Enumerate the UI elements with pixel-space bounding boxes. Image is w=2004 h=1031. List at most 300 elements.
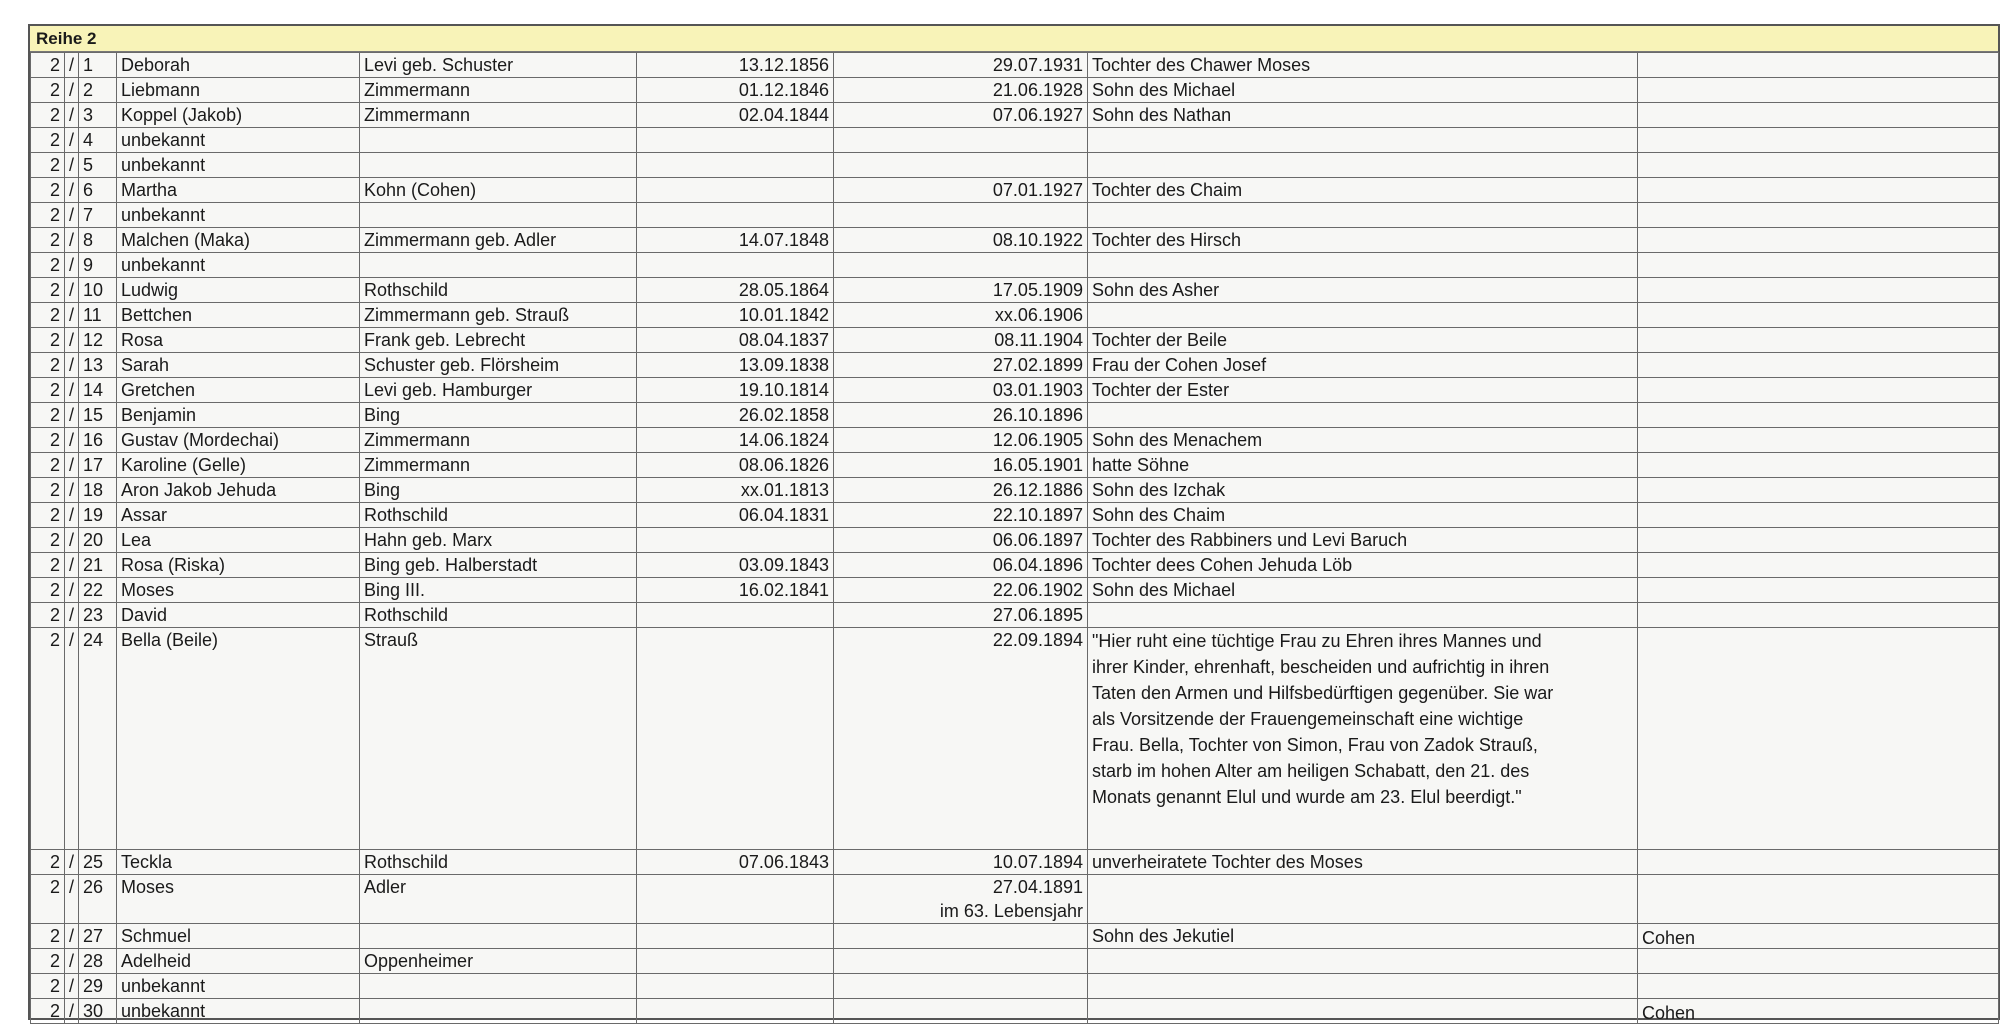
grave-number-cell[interactable]: 6 <box>79 178 117 203</box>
grave-number-cell[interactable]: 2 <box>79 78 117 103</box>
birth-date-cell[interactable]: 10.01.1842 <box>637 303 834 328</box>
row-number-cell[interactable]: 2 <box>31 153 65 178</box>
first-name-cell[interactable]: unbekannt <box>117 153 360 178</box>
last-name-cell[interactable]: Zimmermann <box>360 78 637 103</box>
separator-cell[interactable]: / <box>65 428 79 453</box>
row-number-cell[interactable]: 2 <box>31 128 65 153</box>
grave-number-cell[interactable]: 9 <box>79 253 117 278</box>
row-number-cell[interactable]: 2 <box>31 553 65 578</box>
extra-cell[interactable] <box>1638 253 1999 278</box>
note-cell[interactable] <box>1088 203 1638 228</box>
extra-cell[interactable] <box>1638 228 1999 253</box>
extra-cell[interactable]: Cohen <box>1638 924 1999 949</box>
last-name-cell[interactable]: Rothschild <box>360 503 637 528</box>
extra-cell[interactable] <box>1638 78 1999 103</box>
birth-date-cell[interactable]: 28.05.1864 <box>637 278 834 303</box>
birth-date-cell[interactable]: 14.06.1824 <box>637 428 834 453</box>
death-date-cell[interactable] <box>834 974 1088 999</box>
first-name-cell[interactable]: Lea <box>117 528 360 553</box>
death-date-cell[interactable]: 26.12.1886 <box>834 478 1088 503</box>
row-number-cell[interactable]: 2 <box>31 850 65 875</box>
birth-date-cell[interactable] <box>637 153 834 178</box>
birth-date-cell[interactable]: 08.06.1826 <box>637 453 834 478</box>
grave-number-cell[interactable]: 21 <box>79 553 117 578</box>
note-cell[interactable]: Sohn des Chaim <box>1088 503 1638 528</box>
grave-number-cell[interactable]: 8 <box>79 228 117 253</box>
extra-cell[interactable] <box>1638 53 1999 78</box>
last-name-cell[interactable]: Zimmermann <box>360 428 637 453</box>
death-date-text: 27.04.1891 <box>992 877 1083 897</box>
death-date-cell[interactable] <box>834 999 1088 1024</box>
birth-date-cell[interactable] <box>637 628 834 850</box>
death-date-cell[interactable]: 07.06.1927 <box>834 103 1088 128</box>
note-cell[interactable] <box>1088 253 1638 278</box>
last-name-cell[interactable]: Rothschild <box>360 278 637 303</box>
table-row <box>31 328 1999 353</box>
birth-date-cell[interactable] <box>637 253 834 278</box>
birth-date-cell[interactable] <box>637 924 834 949</box>
grave-number-cell[interactable]: 27 <box>79 924 117 949</box>
grave-number-cell[interactable]: 4 <box>79 128 117 153</box>
separator-cell[interactable]: / <box>65 528 79 553</box>
table-row <box>31 203 1999 228</box>
first-name-cell[interactable]: Sarah <box>117 353 360 378</box>
first-name-cell[interactable]: Schmuel <box>117 924 360 949</box>
extra-cell[interactable] <box>1638 203 1999 228</box>
table-row <box>31 403 1999 428</box>
row-number-cell[interactable]: 2 <box>31 428 65 453</box>
note-cell[interactable] <box>1088 303 1638 328</box>
table-row <box>31 303 1999 328</box>
note-cell[interactable]: Sohn des Asher <box>1088 278 1638 303</box>
table-row <box>31 603 1999 628</box>
first-name-cell[interactable]: unbekannt <box>117 128 360 153</box>
separator-cell[interactable]: / <box>65 850 79 875</box>
birth-date-cell[interactable] <box>637 128 834 153</box>
death-date-cell[interactable]: 06.04.1896 <box>834 553 1088 578</box>
birth-date-cell[interactable]: 08.04.1837 <box>637 328 834 353</box>
birth-date-cell[interactable]: 19.10.1814 <box>637 378 834 403</box>
first-name-cell[interactable]: Teckla <box>117 850 360 875</box>
separator-cell[interactable]: / <box>65 453 79 478</box>
separator-cell[interactable]: / <box>65 278 79 303</box>
grave-number-cell[interactable]: 28 <box>79 949 117 974</box>
row-number-cell[interactable]: 2 <box>31 378 65 403</box>
extra-cell[interactable] <box>1638 453 1999 478</box>
last-name-cell[interactable] <box>360 974 637 999</box>
extra-cell[interactable] <box>1638 503 1999 528</box>
note-cell[interactable]: Sohn des Izchak <box>1088 478 1638 503</box>
birth-date-cell[interactable]: 06.04.1831 <box>637 503 834 528</box>
separator-cell[interactable]: / <box>65 974 79 999</box>
grave-number-cell[interactable]: 29 <box>79 974 117 999</box>
table-row <box>31 924 1999 949</box>
row-number-cell[interactable]: 2 <box>31 228 65 253</box>
death-date-cell[interactable] <box>834 153 1088 178</box>
row-number-cell[interactable]: 2 <box>31 253 65 278</box>
row-number-cell[interactable]: 2 <box>31 403 65 428</box>
birth-date-cell[interactable] <box>637 875 834 924</box>
first-name-cell[interactable]: Moses <box>117 875 360 924</box>
first-name-cell[interactable]: Martha <box>117 178 360 203</box>
row-number-cell[interactable]: 2 <box>31 103 65 128</box>
separator-cell[interactable]: / <box>65 328 79 353</box>
note-cell[interactable]: hatte Söhne <box>1088 453 1638 478</box>
birth-date-cell[interactable]: 13.09.1838 <box>637 353 834 378</box>
last-name-cell[interactable]: Hahn geb. Marx <box>360 528 637 553</box>
table-row <box>31 178 1999 203</box>
row-number-cell[interactable]: 2 <box>31 628 65 850</box>
separator-cell[interactable]: / <box>65 53 79 78</box>
first-name-cell[interactable]: unbekannt <box>117 253 360 278</box>
death-date-cell[interactable] <box>834 924 1088 949</box>
table-row <box>31 553 1999 578</box>
table-row <box>31 153 1999 178</box>
death-date-cell[interactable]: 22.09.1894 <box>834 628 1088 850</box>
extra-cell[interactable] <box>1638 428 1999 453</box>
death-date-cell[interactable]: xx.06.1906 <box>834 303 1088 328</box>
death-date-cell[interactable] <box>834 203 1088 228</box>
first-name-cell[interactable]: unbekannt <box>117 203 360 228</box>
separator-cell[interactable]: / <box>65 153 79 178</box>
row-number-cell[interactable]: 2 <box>31 203 65 228</box>
separator-cell[interactable]: / <box>65 78 79 103</box>
row-number-cell[interactable]: 2 <box>31 353 65 378</box>
table-row <box>31 278 1999 303</box>
death-date-cell[interactable]: 10.07.1894 <box>834 850 1088 875</box>
note-cell[interactable]: Tochter des Chaim <box>1088 178 1638 203</box>
row-number-cell[interactable]: 2 <box>31 78 65 103</box>
extra-cell[interactable] <box>1638 478 1999 503</box>
note-cell[interactable]: Tochter des Hirsch <box>1088 228 1638 253</box>
note-cell[interactable] <box>1088 875 1638 924</box>
death-date-cell[interactable]: 29.07.1931 <box>834 53 1088 78</box>
table-row <box>31 974 1999 999</box>
last-name-cell[interactable]: Levi geb. Hamburger <box>360 378 637 403</box>
age-at-death-text: im 63. Lebensjahr <box>939 901 1083 921</box>
birth-date-cell[interactable]: 02.04.1844 <box>637 103 834 128</box>
separator-cell[interactable]: / <box>65 949 79 974</box>
grave-number-cell[interactable]: 26 <box>79 875 117 924</box>
separator-cell[interactable]: / <box>65 603 79 628</box>
death-date-cell[interactable]: 27.06.1895 <box>834 603 1088 628</box>
birth-date-cell[interactable] <box>637 974 834 999</box>
note-cell[interactable]: Tochter dees Cohen Jehuda Löb <box>1088 553 1638 578</box>
first-name-cell[interactable]: Rosa <box>117 328 360 353</box>
first-name-cell[interactable]: Bettchen <box>117 303 360 328</box>
last-name-cell[interactable]: Frank geb. Lebrecht <box>360 328 637 353</box>
grave-number-cell[interactable]: 11 <box>79 303 117 328</box>
table-row <box>31 528 1999 553</box>
last-name-cell[interactable]: Strauß <box>360 628 637 850</box>
row-number-cell[interactable]: 2 <box>31 453 65 478</box>
death-date-cell[interactable]: 22.06.1902 <box>834 578 1088 603</box>
table-row <box>31 103 1999 128</box>
extra-cell[interactable] <box>1638 578 1999 603</box>
extra-cell[interactable] <box>1638 628 1999 850</box>
first-name-cell[interactable]: unbekannt <box>117 974 360 999</box>
grave-number-cell[interactable]: 18 <box>79 478 117 503</box>
separator-cell[interactable]: / <box>65 203 79 228</box>
birth-date-cell[interactable]: xx.01.1813 <box>637 478 834 503</box>
table-row <box>31 949 1999 974</box>
last-name-cell[interactable]: Adler <box>360 875 637 924</box>
note-cell[interactable]: "Hier ruht eine tüchtige Frau zu Ehren ihres Mannes und ihrer Kinder, ehrenhaft, bescheiden und aufrichtig in ihren Taten den Armen und Hilfsbedürftigen gegenüber. Sie war als Vorsitzende der Frauengemeinschaft eine wichtige Frau. Bella, Tochter von Simon, Frau von Zadok Strauß, starb im hohen Alter am heiligen Schabatt, den 21. des Monats genannt Elul und wurde am 23. Elul beerdigt." <box>1088 628 1638 850</box>
first-name-cell[interactable]: David <box>117 603 360 628</box>
row-number-cell[interactable]: 2 <box>31 578 65 603</box>
grave-number-cell[interactable]: 22 <box>79 578 117 603</box>
death-date-cell[interactable]: 12.06.1905 <box>834 428 1088 453</box>
table-body <box>31 53 1999 1024</box>
extra-cell[interactable] <box>1638 949 1999 974</box>
grave-number-cell[interactable]: 24 <box>79 628 117 850</box>
birth-date-cell[interactable]: 03.09.1843 <box>637 553 834 578</box>
separator-cell[interactable]: / <box>65 503 79 528</box>
grave-number-cell[interactable]: 5 <box>79 153 117 178</box>
grave-number-cell[interactable]: 3 <box>79 103 117 128</box>
last-name-cell[interactable]: Kohn (Cohen) <box>360 178 637 203</box>
last-name-cell[interactable] <box>360 128 637 153</box>
table-row <box>31 428 1999 453</box>
extra-cell[interactable]: Cohen <box>1638 999 1999 1024</box>
first-name-cell[interactable]: Adelheid <box>117 949 360 974</box>
last-name-cell[interactable]: Rothschild <box>360 850 637 875</box>
note-cell[interactable]: Tochter der Ester <box>1088 378 1638 403</box>
death-date-cell[interactable]: 06.06.1897 <box>834 528 1088 553</box>
extra-cell[interactable] <box>1638 153 1999 178</box>
last-name-cell[interactable]: Rothschild <box>360 603 637 628</box>
birth-date-cell[interactable] <box>637 203 834 228</box>
grave-number-cell[interactable]: 10 <box>79 278 117 303</box>
row-number-cell[interactable]: 2 <box>31 478 65 503</box>
grave-number-cell[interactable]: 7 <box>79 203 117 228</box>
last-name-cell[interactable] <box>360 153 637 178</box>
birth-date-cell[interactable]: 01.12.1846 <box>637 78 834 103</box>
birth-date-cell[interactable] <box>637 528 834 553</box>
first-name-cell[interactable]: Bella (Beile) <box>117 628 360 850</box>
first-name-cell[interactable]: Ludwig <box>117 278 360 303</box>
first-name-cell[interactable]: Moses <box>117 578 360 603</box>
first-name-cell[interactable]: Assar <box>117 503 360 528</box>
note-cell[interactable]: Sohn des Menachem <box>1088 428 1638 453</box>
burial-register-table <box>30 52 1999 1024</box>
first-name-cell[interactable]: Benjamin <box>117 403 360 428</box>
extra-cell[interactable] <box>1638 378 1999 403</box>
death-date-cell[interactable] <box>834 128 1088 153</box>
extra-cell[interactable] <box>1638 875 1999 924</box>
table-row <box>31 999 1999 1024</box>
death-date-cell[interactable]: 03.01.1903 <box>834 378 1088 403</box>
grave-number-cell[interactable]: 16 <box>79 428 117 453</box>
birth-date-cell[interactable] <box>637 949 834 974</box>
birth-date-cell[interactable]: 07.06.1843 <box>637 850 834 875</box>
last-name-cell[interactable]: Oppenheimer <box>360 949 637 974</box>
death-date-cell[interactable]: 08.11.1904 <box>834 328 1088 353</box>
separator-cell[interactable]: / <box>65 578 79 603</box>
row-number-cell[interactable]: 2 <box>31 974 65 999</box>
first-name-cell[interactable]: Malchen (Maka) <box>117 228 360 253</box>
table-row <box>31 503 1999 528</box>
separator-cell[interactable]: / <box>65 353 79 378</box>
grave-number-cell[interactable]: 13 <box>79 353 117 378</box>
note-cell[interactable] <box>1088 949 1638 974</box>
separator-cell[interactable]: / <box>65 378 79 403</box>
note-cell[interactable]: Sohn des Nathan <box>1088 103 1638 128</box>
grave-number-cell[interactable]: 25 <box>79 850 117 875</box>
note-cell[interactable]: Tochter der Beile <box>1088 328 1638 353</box>
birth-date-cell[interactable]: 13.12.1856 <box>637 53 834 78</box>
row-number-cell[interactable]: 2 <box>31 875 65 924</box>
last-name-cell[interactable] <box>360 999 637 1024</box>
separator-cell[interactable]: / <box>65 128 79 153</box>
last-name-cell[interactable]: Bing III. <box>360 578 637 603</box>
table-row <box>31 253 1999 278</box>
note-cell[interactable] <box>1088 403 1638 428</box>
death-date-cell[interactable]: 22.10.1897 <box>834 503 1088 528</box>
row-number-cell[interactable]: 2 <box>31 178 65 203</box>
last-name-cell[interactable]: Zimmermann <box>360 103 637 128</box>
death-date-cell[interactable]: 17.05.1909 <box>834 278 1088 303</box>
first-name-cell[interactable]: unbekannt <box>117 999 360 1024</box>
first-name-cell[interactable]: Karoline (Gelle) <box>117 453 360 478</box>
row-number-cell[interactable]: 2 <box>31 503 65 528</box>
separator-cell[interactable]: / <box>65 178 79 203</box>
table-row <box>31 128 1999 153</box>
separator-cell[interactable]: / <box>65 553 79 578</box>
death-date-cell[interactable]: 07.01.1927 <box>834 178 1088 203</box>
note-cell[interactable]: Tochter des Chawer Moses <box>1088 53 1638 78</box>
extra-cell[interactable] <box>1638 103 1999 128</box>
extra-cell[interactable] <box>1638 553 1999 578</box>
birth-date-cell[interactable] <box>637 178 834 203</box>
row-number-cell[interactable]: 2 <box>31 999 65 1024</box>
grave-number-cell[interactable]: 20 <box>79 528 117 553</box>
extra-cell[interactable] <box>1638 328 1999 353</box>
separator-cell[interactable]: / <box>65 303 79 328</box>
last-name-cell[interactable]: Levi geb. Schuster <box>360 53 637 78</box>
row-number-cell[interactable]: 2 <box>31 528 65 553</box>
birth-date-cell[interactable] <box>637 603 834 628</box>
row-number-cell[interactable]: 2 <box>31 603 65 628</box>
extra-cell[interactable] <box>1638 178 1999 203</box>
birth-date-cell[interactable]: 14.07.1848 <box>637 228 834 253</box>
grave-number-cell[interactable]: 12 <box>79 328 117 353</box>
row-number-cell[interactable]: 2 <box>31 53 65 78</box>
table-row <box>31 453 1999 478</box>
row-number-cell[interactable]: 2 <box>31 278 65 303</box>
extra-cell[interactable] <box>1638 603 1999 628</box>
first-name-cell[interactable]: Gustav (Mordechai) <box>117 428 360 453</box>
death-date-cell[interactable]: 08.10.1922 <box>834 228 1088 253</box>
last-name-cell[interactable] <box>360 203 637 228</box>
row-number-cell[interactable]: 2 <box>31 303 65 328</box>
death-date-cell[interactable]: 26.10.1896 <box>834 403 1088 428</box>
separator-cell[interactable]: / <box>65 478 79 503</box>
separator-cell[interactable]: / <box>65 875 79 924</box>
grave-number-cell[interactable]: 15 <box>79 403 117 428</box>
extra-cell[interactable] <box>1638 974 1999 999</box>
birth-date-cell[interactable]: 16.02.1841 <box>637 578 834 603</box>
extra-cell[interactable] <box>1638 128 1999 153</box>
death-date-cell[interactable]: 16.05.1901 <box>834 453 1088 478</box>
first-name-cell[interactable]: Aron Jakob Jehuda <box>117 478 360 503</box>
grave-number-cell[interactable]: 30 <box>79 999 117 1024</box>
grave-number-cell[interactable]: 17 <box>79 453 117 478</box>
last-name-cell[interactable]: Zimmermann geb. Adler <box>360 228 637 253</box>
birth-date-cell[interactable]: 26.02.1858 <box>637 403 834 428</box>
table-row <box>31 78 1999 103</box>
table-row <box>31 53 1999 78</box>
extra-cell[interactable] <box>1638 528 1999 553</box>
spreadsheet-sheet <box>28 24 2000 1023</box>
last-name-cell[interactable] <box>360 253 637 278</box>
table-row <box>31 628 1999 850</box>
note-cell[interactable]: unverheiratete Tochter des Moses <box>1088 850 1638 875</box>
note-cell[interactable]: Sohn des Michael <box>1088 578 1638 603</box>
death-date-cell[interactable] <box>834 253 1088 278</box>
last-name-cell[interactable] <box>360 924 637 949</box>
last-name-cell[interactable]: Zimmermann geb. Strauß <box>360 303 637 328</box>
separator-cell[interactable]: / <box>65 403 79 428</box>
separator-cell[interactable]: / <box>65 228 79 253</box>
separator-cell[interactable]: / <box>65 924 79 949</box>
death-date-cell[interactable] <box>834 949 1088 974</box>
extra-cell[interactable] <box>1638 303 1999 328</box>
last-name-cell[interactable]: Bing <box>360 403 637 428</box>
first-name-cell[interactable]: Gretchen <box>117 378 360 403</box>
note-cell[interactable]: Sohn des Jekutiel <box>1088 924 1638 949</box>
extra-cell[interactable] <box>1638 353 1999 378</box>
note-cell[interactable]: Tochter des Rabbiners und Levi Baruch <box>1088 528 1638 553</box>
last-name-cell[interactable]: Bing <box>360 478 637 503</box>
grave-number-cell[interactable]: 1 <box>79 53 117 78</box>
row-number-cell[interactable]: 2 <box>31 949 65 974</box>
grave-number-cell[interactable]: 14 <box>79 378 117 403</box>
extra-cell[interactable] <box>1638 403 1999 428</box>
note-cell[interactable]: Frau der Cohen Josef <box>1088 353 1638 378</box>
separator-cell[interactable]: / <box>65 103 79 128</box>
row-number-cell[interactable]: 2 <box>31 328 65 353</box>
note-cell[interactable] <box>1088 128 1638 153</box>
separator-cell[interactable]: / <box>65 999 79 1024</box>
extra-cell[interactable] <box>1638 850 1999 875</box>
section-header: Reihe 2 <box>30 26 1998 52</box>
table-row <box>31 578 1999 603</box>
grave-number-cell[interactable]: 19 <box>79 503 117 528</box>
death-date-cell[interactable] <box>834 875 1088 924</box>
death-date-cell[interactable]: 27.02.1899 <box>834 353 1088 378</box>
note-cell[interactable] <box>1088 999 1638 1024</box>
last-name-cell[interactable]: Bing geb. Halberstadt <box>360 553 637 578</box>
separator-cell[interactable]: / <box>65 628 79 850</box>
note-cell[interactable] <box>1088 153 1638 178</box>
first-name-cell[interactable]: Rosa (Riska) <box>117 553 360 578</box>
first-name-cell[interactable]: Koppel (Jakob) <box>117 103 360 128</box>
note-cell[interactable]: Sohn des Michael <box>1088 78 1638 103</box>
extra-cell[interactable] <box>1638 278 1999 303</box>
last-name-cell[interactable]: Zimmermann <box>360 453 637 478</box>
last-name-cell[interactable]: Schuster geb. Flörsheim <box>360 353 637 378</box>
row-number-cell[interactable]: 2 <box>31 924 65 949</box>
death-date-cell[interactable]: 21.06.1928 <box>834 78 1088 103</box>
note-cell[interactable] <box>1088 603 1638 628</box>
grave-number-cell[interactable]: 23 <box>79 603 117 628</box>
note-cell[interactable] <box>1088 974 1638 999</box>
first-name-cell[interactable]: Liebmann <box>117 78 360 103</box>
separator-cell[interactable]: / <box>65 253 79 278</box>
birth-date-cell[interactable] <box>637 999 834 1024</box>
first-name-cell[interactable]: Deborah <box>117 53 360 78</box>
